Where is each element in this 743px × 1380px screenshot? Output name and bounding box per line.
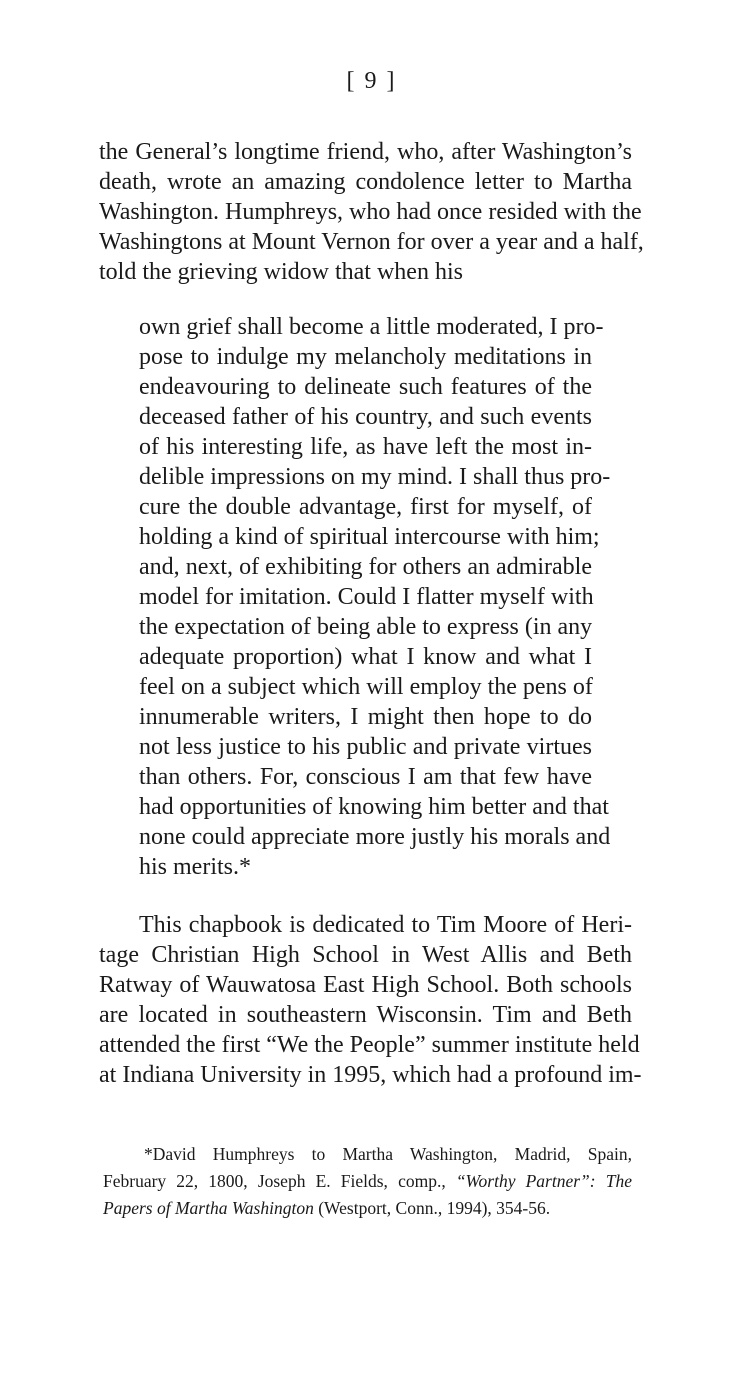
text-line: death, wrote an amazing condolence letter to Martha (99, 169, 632, 195)
footnote-citation: (Westport, Conn., 1994), 354-56. (313, 1198, 551, 1218)
quote-line: none could appreciate more justly his morals and (139, 824, 611, 850)
footnote-book-title: “Worthy Partner”: The (455, 1171, 632, 1191)
text-line: This chapbook is dedicated to Tim Moore of Heri- (139, 912, 632, 938)
quote-line: not less justice to his public and private virtues (139, 734, 592, 760)
text-line: at Indiana University in 1995, which had a profound im- (99, 1062, 642, 1088)
quote-line: than others. For, conscious I am that few have (139, 764, 592, 790)
footnote-book-title: Papers of Martha Washington (103, 1198, 314, 1218)
quote-line: innumerable writers, I might then hope to do (139, 704, 592, 730)
quote-line: his merits.* (139, 854, 251, 880)
text-line: Washington. Humphreys, who had once resided with the (99, 199, 642, 225)
quote-line: adequate proportion) what I know and what I (139, 644, 592, 670)
text-line: the General’s longtime friend, who, after Washington’s (99, 139, 632, 165)
quote-line: the expectation of being able to express (in any (139, 614, 593, 640)
quote-line: endeavouring to delineate such features of the (139, 374, 592, 400)
quote-line: and, next, of exhibiting for others an admirable (139, 554, 592, 580)
quote-line: holding a kind of spiritual intercourse with him; (139, 524, 600, 550)
quote-line: cure the double advantage, first for myself, of (139, 494, 592, 520)
text-line: attended the first “We the People” summer institute held (99, 1032, 640, 1058)
footnote-line: *David Humphreys to Martha Washington, Madrid, Spain, (144, 1144, 632, 1164)
page-number: [ 9 ] (346, 68, 397, 94)
text-line: told the grieving widow that when his (99, 259, 463, 285)
quote-line: own grief shall become a little moderated, I pro- (139, 314, 604, 340)
quote-line: model for imitation. Could I flatter myself with (139, 584, 594, 610)
text-line: are located in southeastern Wisconsin. Tim and Beth (99, 1002, 632, 1028)
text-line: tage Christian High School in West Allis and Beth (99, 942, 632, 968)
footnote-citation: February 22, 1800, Joseph E. Fields, comp., (103, 1171, 456, 1191)
text-line: Washingtons at Mount Vernon for over a year and a half, (99, 229, 644, 255)
quote-line: feel on a subject which will employ the pens of (139, 674, 593, 700)
quote-line: had opportunities of knowing him better and that (139, 794, 609, 820)
text-line: Ratway of Wauwatosa East High School. Both schools (99, 972, 632, 998)
quote-line: pose to indulge my melancholy meditations in (139, 344, 592, 370)
quote-line: of his interesting life, as have left the most in- (139, 434, 592, 460)
footnote-line (103, 1195, 632, 1222)
footnote-line (103, 1168, 632, 1195)
quote-line: deceased father of his country, and such events (139, 404, 592, 430)
quote-line: delible impressions on my mind. I shall thus pro- (139, 464, 611, 490)
